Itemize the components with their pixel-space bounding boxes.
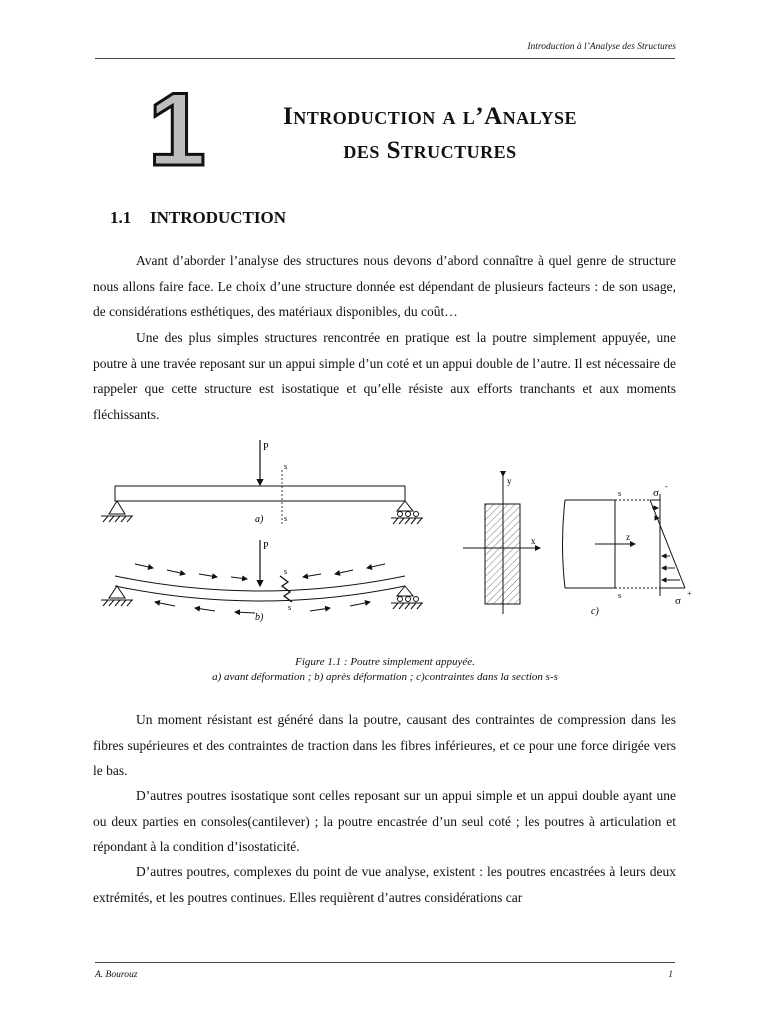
running-header: Introduction à l’Analyse des Structures [527,42,676,52]
figure-caption-title: Figure 1.1 : Poutre simplement appuyée. [295,656,475,668]
label-sigma-minus: - [665,482,668,491]
label-load-b: P [263,541,269,552]
section-number: 1.1 [110,208,132,227]
chapter-number: 1 [148,72,206,188]
label-section-c-top: s [618,489,622,498]
page-number: 1 [668,970,673,980]
stress-diagram [563,494,686,596]
chapter-title [210,100,650,168]
header-rule [95,58,675,59]
cross-section [463,476,540,614]
label-x-axis: x [531,536,536,546]
beam-deformed [101,540,423,613]
label-section-c-bottom: s [618,591,622,600]
footer-author: A. Bourouz [95,970,138,980]
label-y-axis: y [507,476,512,486]
paragraph-2 [93,325,676,427]
label-section-b-top: s [284,567,288,576]
paragraph-3-text: Un moment résistant est généré dans la poutre, causant des contraintes de compression dans les fibres supérieures et des contraintes de traction dans les fibres inférieures, et ce pour une force dirigée vers le bas. [93,712,676,778]
chapter-title-line2: des Structures [343,137,517,164]
paragraph-5-text: D’autres poutres, complexes du point de vue analyse, existent : les poutres encastrées à leurs deux extrémités, et les poutres continues. Elles requièrent d’autres considérations car [93,864,676,905]
label-section-a-bottom: s [284,514,288,523]
beam-undeformed [101,440,423,524]
chapter-title-line1: Introduction a l’Analyse [283,103,577,130]
label-section-b-bottom: s [288,603,292,612]
label-z-axis: z [626,532,630,542]
paragraph-5 [93,859,676,910]
label-load-a: P [263,442,269,453]
label-a: a) [255,514,264,525]
paragraph-4-text: D’autres poutres isostatique sont celles reposant sur un appui simple et un appui double ayant une ou deux parties en consoles(cantilever) ; la poutre encastrée d’un seul coté ; les poutres à articulation et répondant à la condition d’isostaticité. [93,788,676,854]
label-b: b) [255,612,264,623]
section-title: INTRODUCTION [150,208,287,227]
figure-caption-detail: a) avant déformation ; b) après déformation ; c)contraintes dans la section s-s [212,671,558,683]
paragraph-1-text: Avant d’aborder l’analyse des structures nous devons d’abord connaître à quel genre de structure nous allons faire face. Le choix d’une structure donnée est dépendant de plusieurs facteurs : de son usage, de considérations esthétiques, des matériaux disponibles, du coût… [93,253,676,319]
label-c: c) [591,606,599,617]
label-sigma-top: σ [653,487,659,499]
paragraph-3 [93,707,676,784]
paragraph-4 [93,783,676,860]
paragraph-1 [93,248,676,325]
footer-rule [95,962,675,963]
label-section-a-top: s [284,462,288,471]
label-sigma-plus: + [687,589,692,598]
figure-beam-diagram [95,436,695,652]
section-heading [110,208,286,228]
paragraph-2-text: Une des plus simples structures rencontrée en pratique est la poutre simplement appuyée, une poutre à une travée reposant sur un appui simple d’un coté et un appui double de l’autre. Il est nécessaire de rappeler que cette structure est isostatique et qu’elle résiste aux efforts tranchants et aux moments fléchissants. [93,330,676,422]
label-sigma-bottom: σ [675,595,681,607]
